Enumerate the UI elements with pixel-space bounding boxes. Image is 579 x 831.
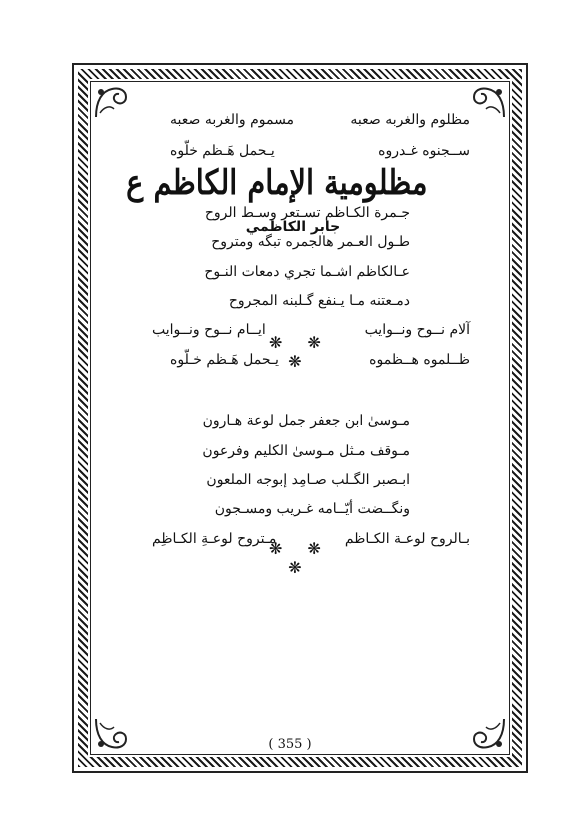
hemistich-left: مـتروح لوعـةِ الكـاظِم — [152, 531, 277, 547]
hemistich-left: ايــام نــوح ونــوايب — [152, 322, 266, 338]
verse-line: جـمرة الكـاظم تسـتعر وسـط الروح — [204, 205, 410, 221]
corner-ornament-icon — [470, 715, 508, 753]
corner-ornament-icon — [92, 83, 130, 121]
verse-line: مـوقف مـثل مـوسىٰ الكليم وفرعون — [202, 443, 410, 459]
title-block — [126, 160, 450, 206]
verse-line: طـول العـمر هالجمره تبگه ومتروح — [211, 234, 410, 250]
hemistich-right: ظــلموه هــظموه — [369, 352, 470, 368]
hemistich-right: ســجنوه غـدروه — [378, 143, 470, 159]
poem-title: مظلومية الإمام الكاظم ع — [126, 163, 428, 203]
verse-line — [170, 112, 470, 128]
verse-line: مـوسىٰ ابن جعفر جمل لوعة هـارون — [202, 413, 410, 429]
author-name: جابر الكاظمي — [245, 219, 341, 235]
page-number: ( 355 ) — [268, 737, 312, 752]
star-separator: ❋ ❋ ❋ — [269, 539, 331, 577]
corner-ornament-icon — [92, 715, 130, 753]
verse-line: عـالكاظم اشـما تجري دمعات النـوح — [204, 264, 410, 280]
star-separator: ❋ ❋ ❋ — [269, 333, 331, 371]
verse-line — [170, 143, 470, 159]
verse-line: دمـعتنه مـا يـنفع گـلبنه المجروح — [228, 293, 410, 309]
verse-line: ابـصبر الگـلب صـامِد إبوجه الملعون — [206, 472, 410, 488]
corner-ornament-icon — [470, 83, 508, 121]
hemistich-right: آلام نــوح ونــوايب — [364, 322, 470, 338]
hemistich-left: يـحمل هَـظم خلّوه — [170, 143, 275, 159]
hemistich-left: مسموم والغربه صعبه — [170, 112, 295, 128]
hemistich-left: يـحمل هَـظم خـلّوه — [170, 352, 279, 368]
hemistich-right: مظلوم والغربه صعبه — [350, 112, 470, 128]
verse-line: ونگــضت أيّــامه غـريب ومسـجون — [214, 501, 410, 517]
hemistich-right: بـالروح لوعـة الكـاظم — [344, 531, 470, 547]
